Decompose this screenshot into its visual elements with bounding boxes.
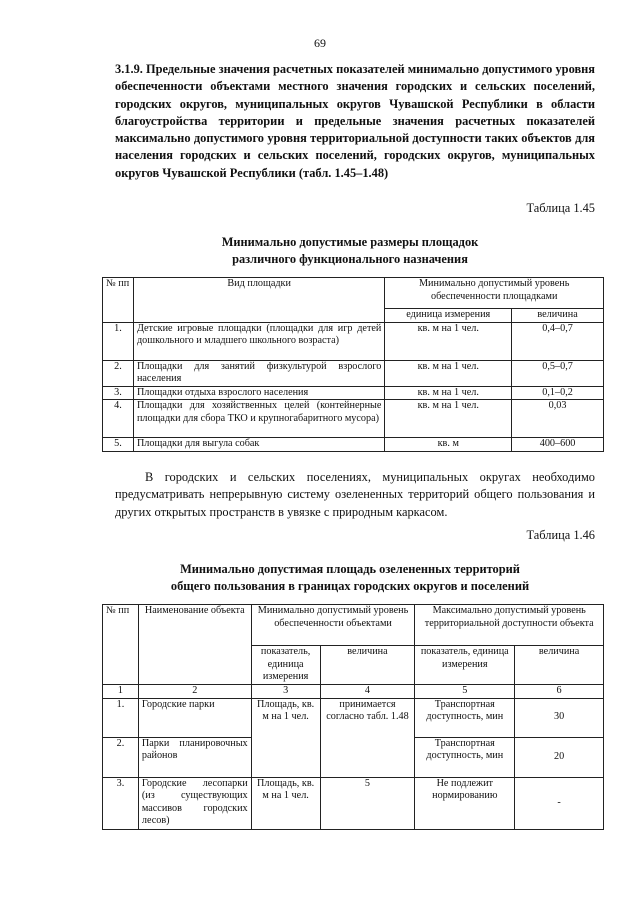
row-number: 3. [103, 777, 139, 829]
table-1-45-title-line2: различного функционального назначения [232, 252, 468, 266]
row-name: Площадки для хозяйственных целей (контейнерные площадки для сбора ТКО и крупногабаритного мусора) [133, 400, 384, 438]
table-header-group: Минимально допустимый уровень обеспеченности площадками [385, 278, 604, 309]
table-1-45-title [100, 234, 600, 268]
row-name: Детские игровые площадки (площадки для игр детей дошкольного и младшего школьного возраста) [133, 322, 384, 360]
table-1-46-title-line1: Минимально допустимая площадь озелененных территорий [180, 562, 520, 576]
row-number: 5. [103, 438, 134, 452]
row-unit: кв. м на 1 чел. [385, 400, 512, 438]
table-row [103, 438, 604, 452]
table-row [103, 386, 604, 400]
table-1-46-caption: Таблица 1.46 [526, 528, 595, 542]
column-number: 3 [251, 685, 320, 699]
column-numbers-row [103, 685, 604, 699]
row-name: Площадки для занятий физкультурой взрослого населения [133, 360, 384, 386]
row-name: Городские парки [138, 698, 251, 737]
row-unit: кв. м на 1 чел. [385, 360, 512, 386]
row-number: 3. [103, 386, 134, 400]
row-name: Площадки для выгула собак [133, 438, 384, 452]
table-header-min-group: Минимально допустимый уровень обеспеченности объектами [251, 605, 415, 646]
row-max-indicator: Транспортная доступность, мин [415, 737, 515, 777]
column-number: 1 [103, 685, 139, 699]
section-heading [115, 61, 595, 182]
body-paragraph: В городских и сельских поселениях, муниципальных округах необходимо предусматривать непрерывную систему озелененных территорий общего пользования и других открытых пространств в увязке с природным каркасом. [115, 470, 595, 519]
table-header-value: величина [320, 646, 415, 685]
column-number: 5 [415, 685, 515, 699]
row-name: Парки планировочных районов [138, 737, 251, 777]
row-max-value: 30 [515, 698, 604, 737]
row-value: 0,4–0,7 [512, 322, 604, 360]
table-row [103, 698, 604, 737]
row-number: 1. [103, 698, 139, 737]
table-header-unit: единица измерения [385, 309, 512, 323]
row-min-value: принимается согласно табл. 1.48 [320, 698, 415, 777]
row-name: Площадки отдыха взрослого населения [133, 386, 384, 400]
table-header-indicator: показатель, единица измерения [251, 646, 320, 685]
table-row [103, 322, 604, 360]
row-value: 0,03 [512, 400, 604, 438]
table-1-45-title-line1: Минимально допустимые размеры площадок [221, 235, 479, 249]
row-value: 0,1–0,2 [512, 386, 604, 400]
column-number: 6 [515, 685, 604, 699]
column-number: 2 [138, 685, 251, 699]
row-unit: кв. м [385, 438, 512, 452]
row-min-indicator: Площадь, кв. м на 1 чел. [251, 698, 320, 777]
table-header-max-group: Максимально допустимый уровень территориальной доступности объекта [415, 605, 604, 646]
table-header-num: № пп [103, 278, 134, 323]
row-max-value: - [515, 777, 604, 829]
table-header-kind: Вид площадки [133, 278, 384, 323]
table-header-value-2: величина [515, 646, 604, 685]
row-min-value: 5 [320, 777, 415, 829]
table-header-value: величина [512, 309, 604, 323]
row-min-indicator: Площадь, кв. м на 1 чел. [251, 777, 320, 829]
table-row [103, 360, 604, 386]
column-number: 4 [320, 685, 415, 699]
table-header-num: № пп [103, 605, 139, 685]
row-max-value: 20 [515, 737, 604, 777]
row-max-indicator: Не подлежит нормированию [415, 777, 515, 829]
row-name: Городские лесопарки (из существующих массивов городских лесов) [138, 777, 251, 829]
page-number: 69 [314, 36, 326, 50]
row-number: 4. [103, 400, 134, 438]
table-1-46-title-line2: общего пользования в границах городских округов и поселений [170, 579, 530, 593]
table-1-45-caption: Таблица 1.45 [526, 201, 595, 215]
table-1-45 [102, 277, 604, 452]
table-row [103, 400, 604, 438]
row-number: 1. [103, 322, 134, 360]
table-row [103, 777, 604, 829]
row-number: 2. [103, 360, 134, 386]
row-value: 0,5–0,7 [512, 360, 604, 386]
row-value: 400–600 [512, 438, 604, 452]
row-max-indicator: Транспортная доступность, мин [415, 698, 515, 737]
section-number: 3.1.9. [115, 62, 143, 76]
row-unit: кв. м на 1 чел. [385, 386, 512, 400]
table-header-name: Наименование объекта [138, 605, 251, 685]
table-1-46-title [100, 561, 600, 595]
table-header-indicator-2: показатель, единица измерения [415, 646, 515, 685]
section-text: Предельные значения расчетных показателей минимально допустимого уровня обеспеченности объектами местного значения городских и сельских поселений, городских округов, муниципальных округов Чувашской Республики в области благоустройства территории и предельные значения расчетных показателей максимально допустимого уровня территориальной доступности таких объектов для населения городских и сельских поселений, городских округов, муниципальных округов Чувашской Республики (табл. 1.45–1.48) [115, 62, 595, 180]
row-number: 2. [103, 737, 139, 777]
table-1-46 [102, 604, 604, 830]
row-unit: кв. м на 1 чел. [385, 322, 512, 360]
